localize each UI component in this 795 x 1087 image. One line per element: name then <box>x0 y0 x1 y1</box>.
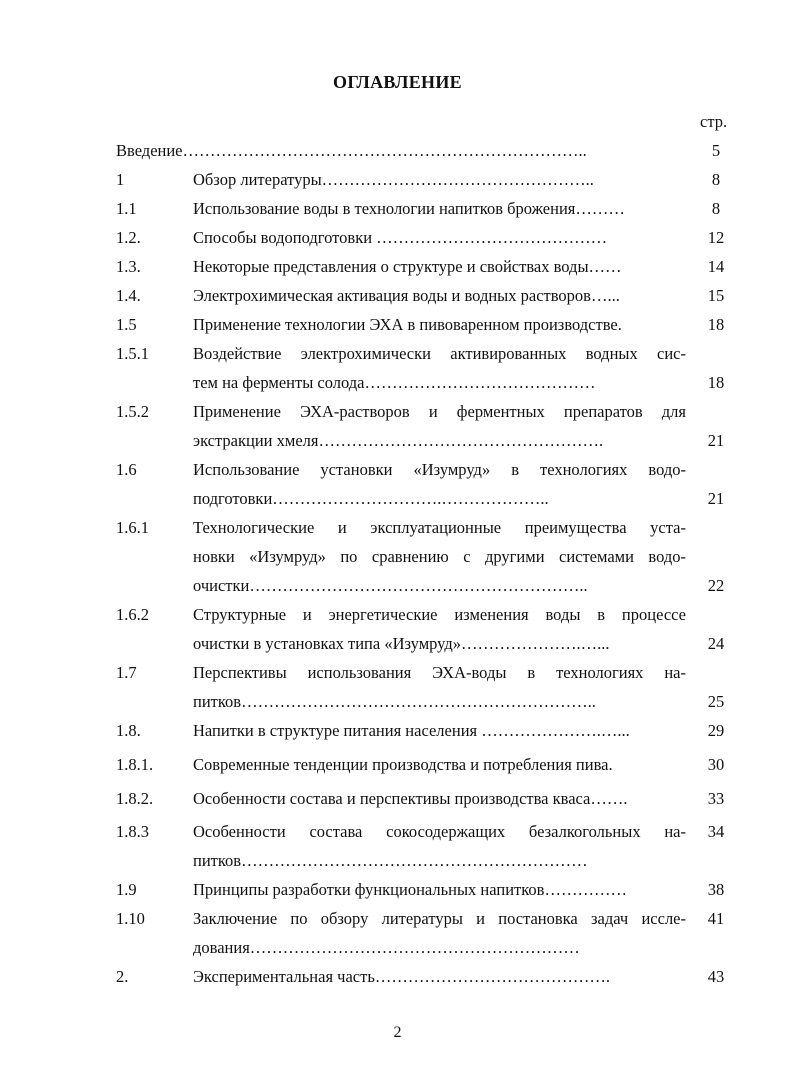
toc-entry-title-line: дования…………………………………………………… <box>193 938 580 957</box>
toc-entry-title-line: Перспективы использования ЭХА-воды в технологиях на- <box>193 663 686 682</box>
toc-entry-title-line: очистки…………………………………………………….. <box>193 576 588 595</box>
page-title: ОГЛАВЛЕНИЕ <box>333 72 462 92</box>
toc-entry-number: 1.8.3 <box>116 822 149 841</box>
toc-entry-page: 29 <box>707 721 725 740</box>
toc-entry-number: 1.6.2 <box>116 605 149 624</box>
toc-entry-number: 1.5.2 <box>116 402 149 421</box>
toc-entry-title-line: Использование установки «Изумруд» в технологиях водо- <box>193 460 686 479</box>
toc-entry-title: Экспериментальная часть……………………………………. <box>193 967 610 986</box>
toc-entry-title-line: Воздействие электрохимически активированных водных сис- <box>193 344 686 363</box>
toc-entry-title: Введение……………………………………………………………….. <box>116 141 587 160</box>
toc-entry-title: Современные тенденции производства и потребления пива. <box>193 755 613 774</box>
toc-entry-title-line: Особенности состава сокосодержащих безалкогольных на- <box>193 822 686 841</box>
toc-entry-title-line: тем на ферменты солода…………………………………… <box>193 373 596 392</box>
toc-entry-title: Обзор литературы………………………………………….. <box>193 170 594 189</box>
page-column-label: стр. <box>700 112 728 131</box>
toc-entry-title-line: Технологические и эксплуатационные преимущества уста- <box>193 518 686 537</box>
toc-entry-number: 1.7 <box>116 663 137 682</box>
toc-entry-title: Использование воды в технологии напитков брожения……… <box>193 199 625 218</box>
toc-entry-number: 1.10 <box>116 909 145 928</box>
toc-entry-number: 1.8. <box>116 721 141 740</box>
toc-entry-number: 1.5 <box>116 315 137 334</box>
toc-entry-title-line: питков……………………………………………………… <box>193 851 588 870</box>
toc-entry-title-line: подготовки………………………….……………….. <box>193 489 549 508</box>
toc-entry-page: 14 <box>707 257 725 276</box>
toc-entry-title-line: экстракции хмеля……………………………………………. <box>193 431 604 450</box>
toc-entry-title: Принципы разработки функциональных напитков…………… <box>193 880 627 899</box>
toc-entry-page: 5 <box>711 141 721 160</box>
toc-entry-page: 15 <box>707 286 725 305</box>
toc-entry-page: 18 <box>707 315 725 334</box>
toc-entry-title-line: Применение ЭХА-растворов и ферментных препаратов для <box>193 402 686 421</box>
toc-entry-number: 1.8.2. <box>116 789 154 808</box>
toc-entry-page: 25 <box>707 692 725 711</box>
toc-entry-title: Некоторые представления о структуре и свойствах воды…… <box>193 257 622 276</box>
toc-entry-page: 34 <box>707 822 725 841</box>
toc-entry-title-line: Структурные и энергетические изменения воды в процессе <box>193 605 686 624</box>
toc-entry-title: Электрохимическая активация воды и водных растворов…... <box>193 286 620 305</box>
toc-entry-page: 33 <box>707 789 725 808</box>
toc-entry-page: 43 <box>707 967 725 986</box>
toc-entry-page: 30 <box>707 755 725 774</box>
toc-entry-title: Применение технологии ЭХА в пивоваренном производстве. <box>193 315 622 334</box>
toc-entry-page: 22 <box>707 576 725 595</box>
toc-entry-number: 1.4. <box>116 286 141 305</box>
toc-entry-number: 1 <box>116 170 125 189</box>
toc-entry-title-line: новки «Изумруд» по сравнению с другими системами водо- <box>193 547 686 566</box>
toc-entry-title-line: питков……………………………………………………….. <box>193 692 596 711</box>
toc-entry-title-line: Заключение по обзору литературы и постановка задач иссле- <box>193 909 686 928</box>
toc-entry-page: 21 <box>707 431 725 450</box>
toc-entry-title-line: очистки в установках типа «Изумруд»………………….…... <box>193 634 610 653</box>
toc-entry-number: 2. <box>116 967 129 986</box>
toc-entry-title: Способы водоподготовки …………………………………… <box>193 228 608 247</box>
toc-entry-page: 18 <box>707 373 725 392</box>
page-number: 2 <box>393 1024 402 1041</box>
toc-entry-page: 8 <box>711 170 721 189</box>
toc-entry-number: 1.9 <box>116 880 137 899</box>
toc-entry-number: 1.1 <box>116 199 137 218</box>
toc-entry-number: 1.3. <box>116 257 141 276</box>
toc-entry-number: 1.6 <box>116 460 137 479</box>
toc-entry-number: 1.6.1 <box>116 518 149 537</box>
toc-entry-number: 1.5.1 <box>116 344 149 363</box>
toc-entry-page: 41 <box>707 909 725 928</box>
toc-entry-title: Напитки в структуре питания населения ………………….…... <box>193 721 630 740</box>
toc-entry-page: 38 <box>707 880 725 899</box>
toc-entry-page: 21 <box>707 489 725 508</box>
toc-entry-number: 1.8.1. <box>116 755 154 774</box>
toc-entry-page: 8 <box>711 199 721 218</box>
toc-entry-title: Особенности состава и перспективы производства кваса……. <box>193 789 628 808</box>
toc-entry-number: 1.2. <box>116 228 141 247</box>
toc-entry-page: 12 <box>707 228 725 247</box>
toc-entry-page: 24 <box>707 634 725 653</box>
